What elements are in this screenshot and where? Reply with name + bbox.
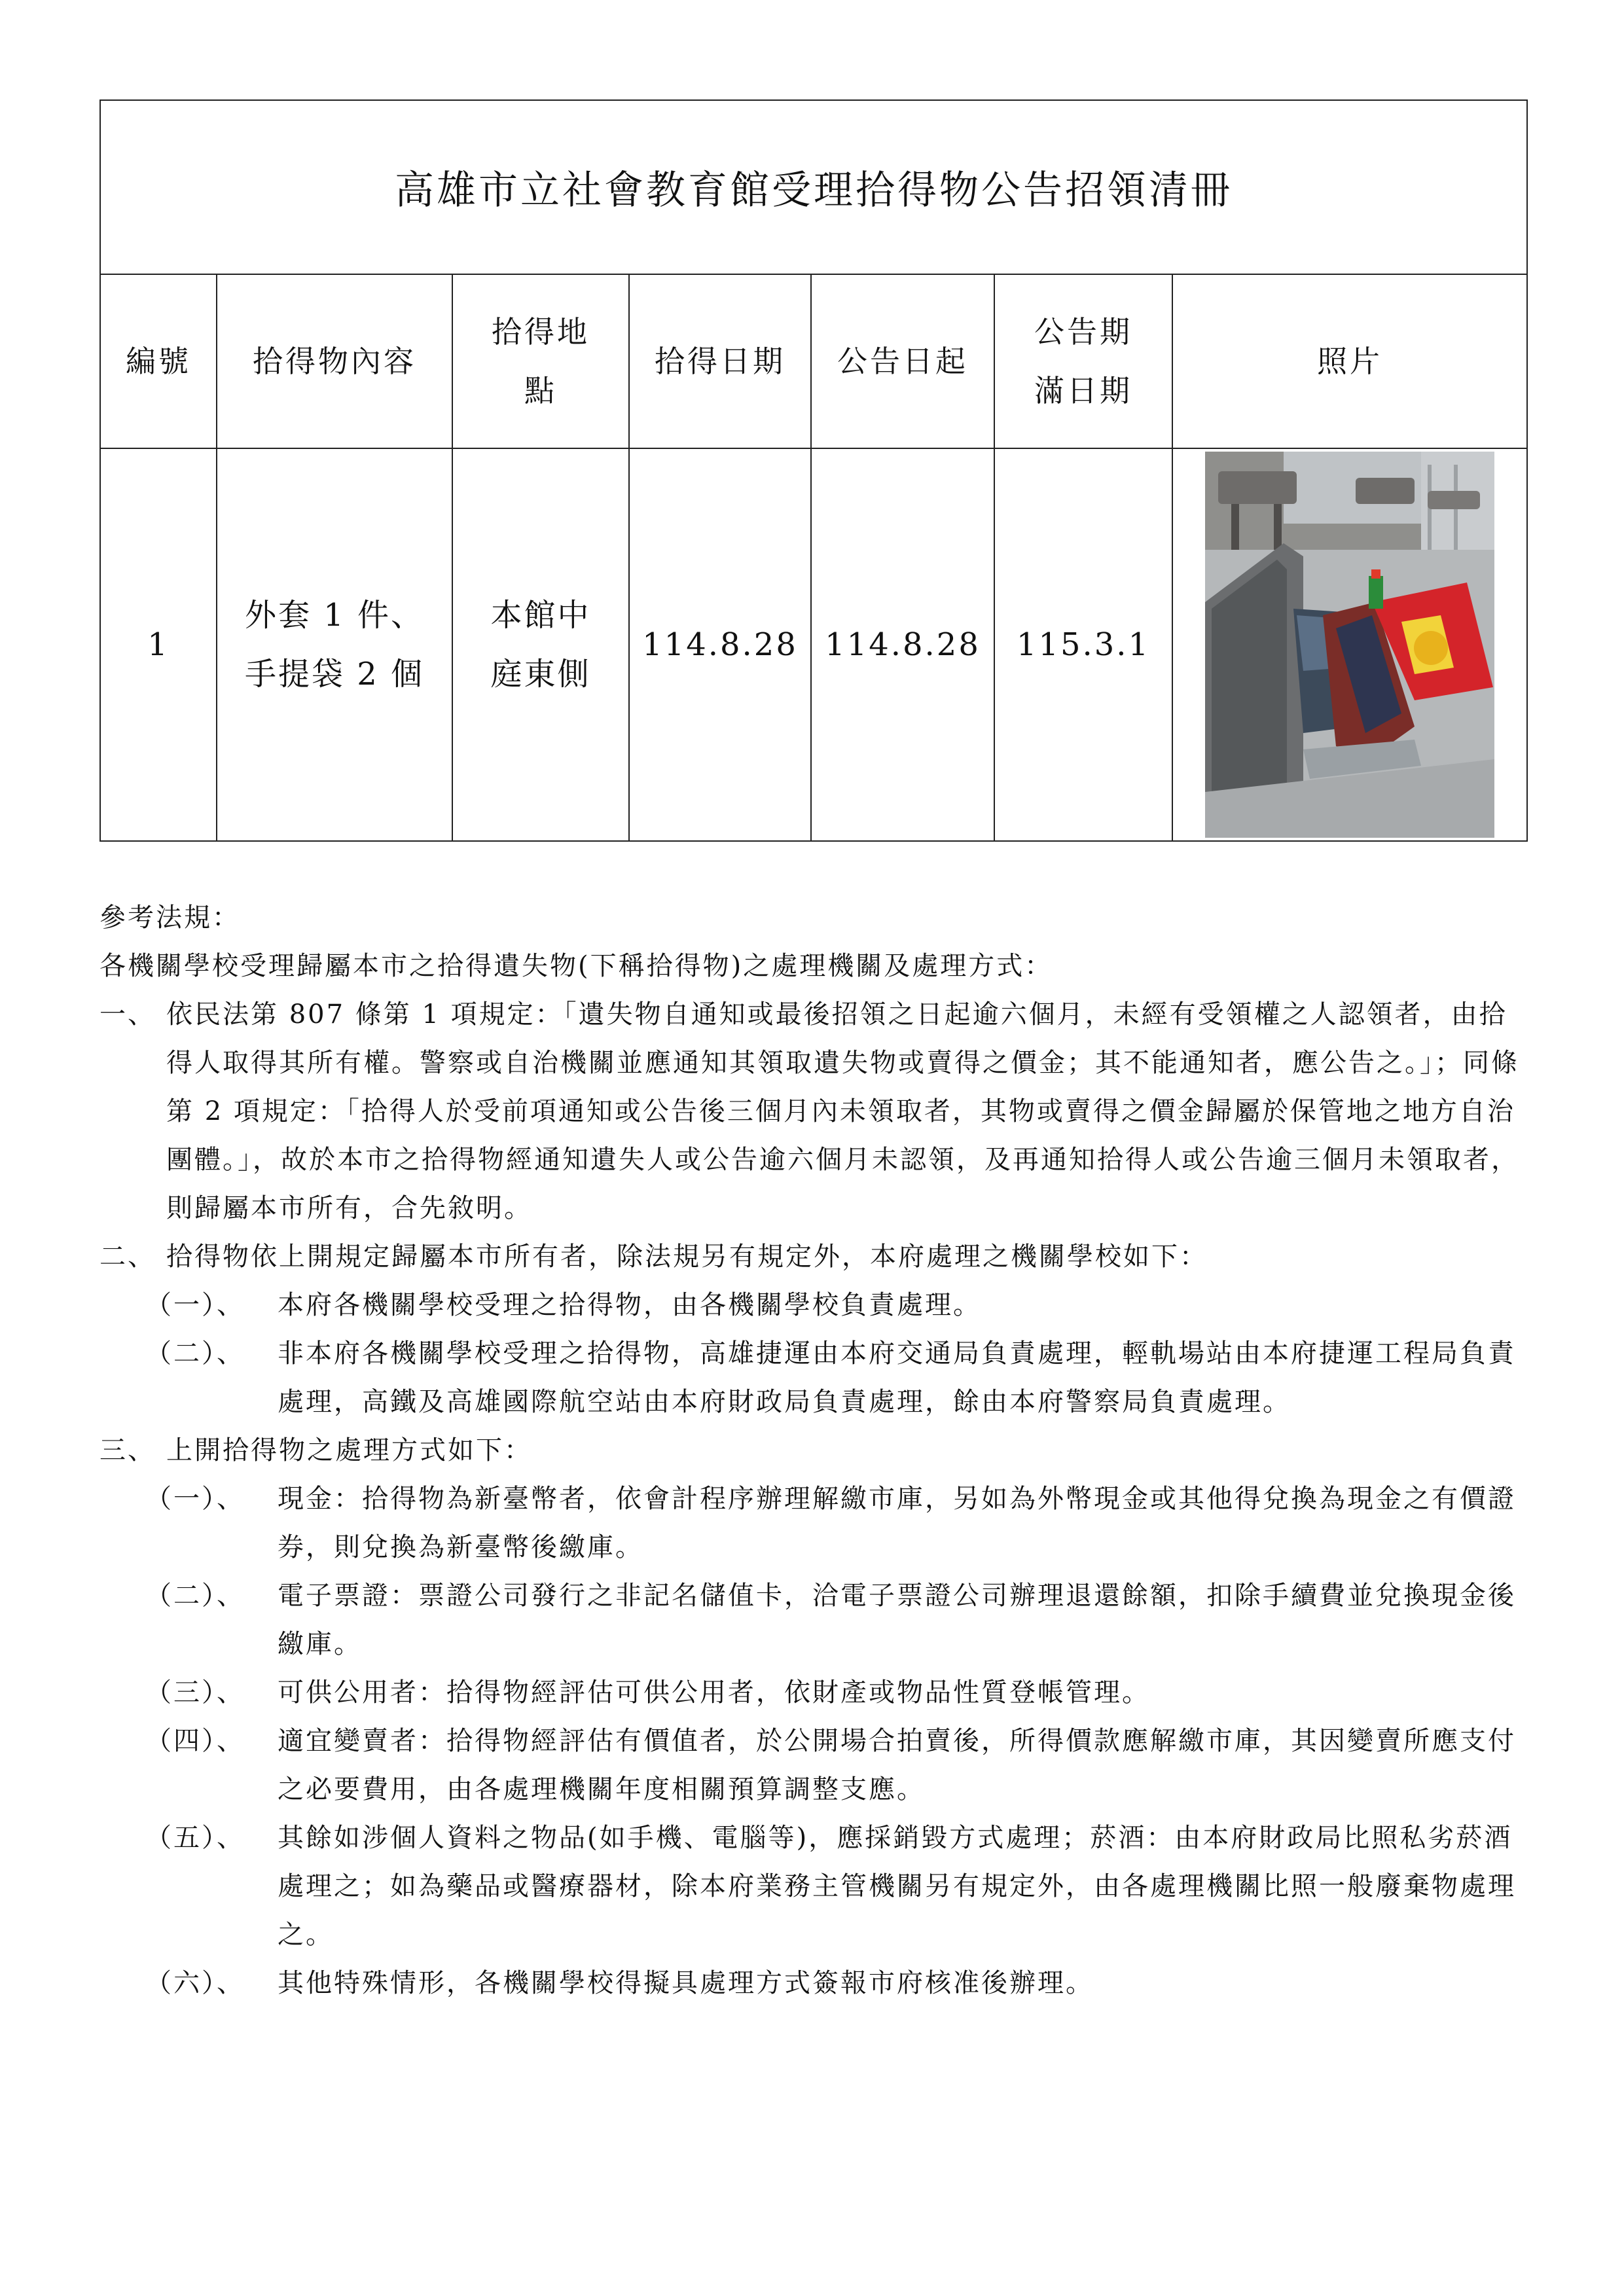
section-3-item-2-text: 電子票證：票證公司發行之非記名儲值卡，洽電子票證公司辦理退還餘額，扣除手續費並兌換現金後繳庫。 [278,1581,1516,1659]
section-1 [99,990,1533,1232]
cell-item-content [217,448,452,841]
cell-photo [1172,448,1527,841]
section-3-item-5-mark: （五）、 [145,1823,245,1853]
item-photo [1205,452,1494,838]
header-found-date: 拾得日期 [629,274,811,448]
header-notice-start: 公告日起 [811,274,994,448]
section-2 [99,1232,1533,1281]
header-location [452,274,629,448]
section-3-item-3-text: 可供公用者：拾得物經評估可供公用者，依財產或物品性質登帳管理。 [278,1677,1150,1708]
section-3 [99,1426,1533,1475]
register-table [99,99,1528,842]
cell-location-line1: 本館中 [490,597,591,634]
register-title: 高雄市立社會教育館受理拾得物公告招領清冊 [100,100,1527,274]
header-location-line1: 拾得地 [492,314,590,350]
table-row [100,448,1527,841]
cell-location-line2: 庭東側 [490,656,591,692]
section-3-item-2 [99,1571,1533,1668]
section-1-mark: 一、 [99,999,156,1030]
section-3-item-1 [99,1475,1533,1571]
section-2-mark: 二、 [99,1242,156,1272]
notes-heading: 參考法規： [99,903,240,933]
item-photo-illustration [1205,452,1494,838]
cell-number: 1 [100,448,217,841]
section-1-text: 依民法第 807 條第 1 項規定：「遺失物自通知或最後招領之日起逾六個月，未經有受領權之人認領者，由拾得人取得其所有權。警察或自治機關並應通知其領取遺失物或賣得之價金；其不能通知者，應公告之。」；同條第 2 項規定：「拾得人於受前項通知或公告後三個月內未領取者，其物或賣得之價金歸屬於保管地之地方自治團體。」，故於本市之拾得物經通知遺失人或公告逾六個月未認領，及再通知拾得人或公告逾三個月未領取者，則歸屬本市所有，合先敘明。 [166,999,1519,1223]
section-3-mark: 三、 [99,1435,156,1465]
section-3-item-5 [99,1814,1533,1959]
reference-regulations [99,893,1533,2007]
section-3-item-6-mark: （六）、 [145,1968,245,1998]
header-location-line2: 點 [524,373,557,408]
cell-item-content-line1: 外套 1 件、 [244,597,425,634]
section-3-item-6-text: 其他特殊情形，各機關學校得擬具處理方式簽報市府核准後辦理。 [278,1968,1094,1998]
section-3-item-6 [99,1959,1533,2007]
section-3-item-5-text: 其餘如涉個人資料之物品(如手機、電腦等)，應採銷毀方式處理；菸酒：由本府財政局比照私劣菸酒處理之；如為藥品或醫療器材，除本府業務主管機關另有規定外，由各處理機關比照一般廢棄物處理之。 [278,1823,1516,1950]
cell-found-date: 114.8.28 [629,448,811,841]
section-2-item-2-text: 非本府各機關學校受理之拾得物，高雄捷運由本府交通局負責處理，輕軌場站由本府捷運工程局負責處理，高鐵及高雄國際航空站由本府財政局負責處理，餘由本府警察局負責處理。 [278,1338,1516,1417]
section-3-item-4-text: 適宜變賣者：拾得物經評估有價值者，於公開場合拍賣後，所得價款應解繳市庫，其因變賣所應支付之必要費用，由各處理機關年度相關預算調整支應。 [278,1726,1516,1804]
section-2-item-2 [99,1329,1533,1426]
header-photo: 照片 [1172,274,1527,448]
section-2-item-1-text: 本府各機關學校受理之拾得物，由各機關學校負責處理。 [278,1290,981,1320]
header-row [100,274,1527,448]
header-notice-end [994,274,1172,448]
register-sheet [99,99,1526,842]
header-item-content: 拾得物內容 [217,274,452,448]
header-notice-end-line2: 滿日期 [1034,373,1132,408]
section-2-item-1 [99,1281,1533,1329]
section-3-item-3-mark: （三）、 [145,1677,245,1708]
section-3-item-2-mark: （二）、 [145,1581,245,1611]
section-3-item-3 [99,1668,1533,1717]
header-notice-end-line1: 公告期 [1034,314,1132,350]
section-3-text: 上開拾得物之處理方式如下： [166,1435,532,1465]
section-2-item-1-mark: （一）、 [145,1290,245,1320]
section-3-item-4-mark: （四）、 [145,1726,245,1756]
cell-item-content-line2: 手提袋 2 個 [244,656,425,692]
cell-notice-end: 115.3.1 [994,448,1172,841]
section-3-item-1-mark: （一）、 [145,1484,245,1514]
cell-notice-start: 114.8.28 [811,448,994,841]
cell-location [452,448,629,841]
section-2-text: 拾得物依上開規定歸屬本市所有者，除法規另有規定外，本府處理之機關學校如下： [166,1242,1208,1272]
section-3-item-4 [99,1717,1533,1814]
section-3-item-1-text: 現金：拾得物為新臺幣者，依會計程序辦理解繳市庫，另如為外幣現金或其他得兌換為現金之有價證券，則兌換為新臺幣後繳庫。 [278,1484,1516,1562]
header-number: 編號 [100,274,217,448]
section-2-item-2-mark: （二）、 [145,1338,245,1369]
notes-intro: 各機關學校受理歸屬本市之拾得遺失物(下稱拾得物)之處理機關及處理方式： [99,951,1053,981]
